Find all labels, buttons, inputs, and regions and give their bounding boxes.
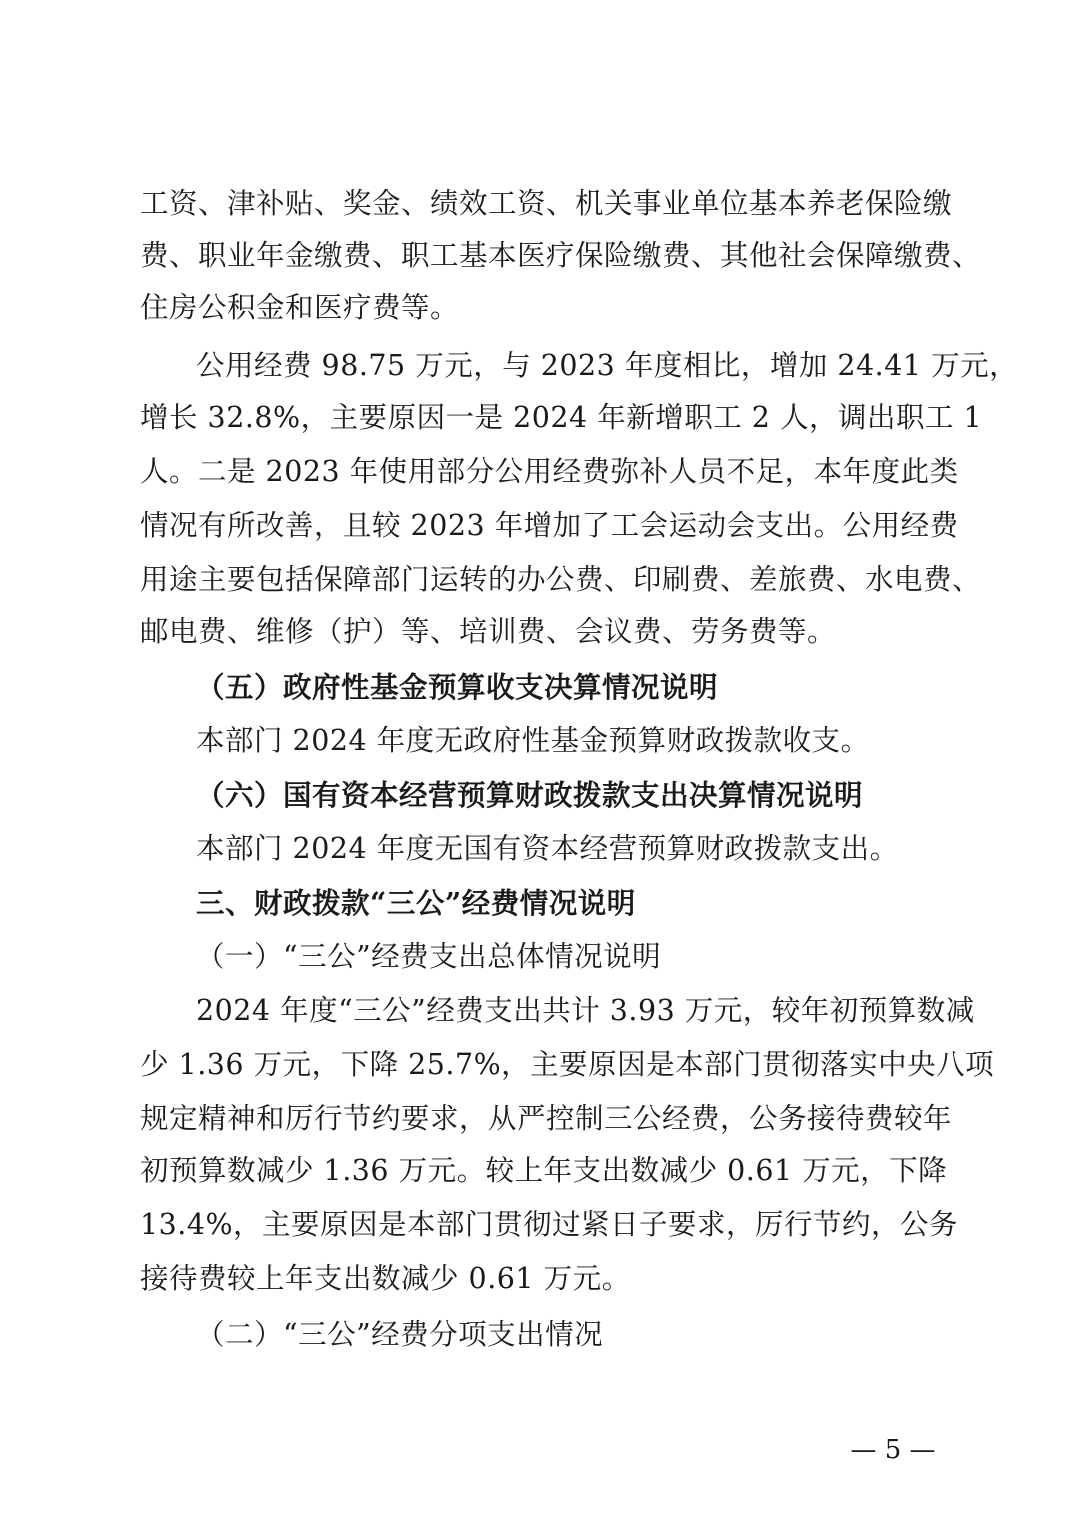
paragraph-line: 本部门 2024 年度无国有资本经营预算财政拨款支出。 (196, 832, 899, 865)
paragraph-line: 住房公积金和医疗费等。 (140, 291, 460, 324)
paragraph-line: 规定精神和厉行节约要求，从严控制三公经费，公务接待费较年 (140, 1102, 953, 1135)
paragraph-line: 情况有所改善，且较 2023 年增加了工会运动会支出。公用经费 (140, 509, 959, 542)
paragraph-line: 接待费较上年支出数减少 0.61 万元。 (140, 1262, 631, 1295)
paragraph-line: 邮电费、维修（护）等、培训费、会议费、劳务费等。 (140, 615, 837, 648)
paragraph-line: 工资、津补贴、奖金、绩效工资、机关事业单位基本养老保险缴 (140, 187, 953, 220)
paragraph-line: 少 1.36 万元，下降 25.7%，主要原因是本部门贯彻落实中央八项 (140, 1048, 995, 1081)
paragraph-line: 用途主要包括保障部门运转的办公费、印刷费、差旅费、水电费、 (140, 563, 982, 596)
paragraph-line: 13.4%，主要原因是本部门贯彻过紧日子要求，厉行节约，公务 (140, 1208, 959, 1241)
paragraph-line: 本部门 2024 年度无政府性基金预算财政拨款收支。 (196, 724, 870, 757)
paragraph-line: 2024 年度“三公”经费支出共计 3.93 万元，较年初预算数减 (196, 994, 975, 1027)
section-heading: （六）国有资本经营预算财政拨款支出决算情况说明 (196, 778, 864, 812)
paragraph-line: 费、职业年金缴费、职工基本医疗保险缴费、其他社会保障缴费、 (140, 239, 982, 272)
section-heading: （五）政府性基金预算收支决算情况说明 (196, 670, 719, 704)
paragraph-line: 增长 32.8%，主要原因一是 2024 年新增职工 2 人，调出职工 1 (140, 401, 983, 434)
section-heading: （二）“三公”经费分项支出情况 (196, 1318, 604, 1351)
page-number: — 5 — (850, 1435, 936, 1465)
paragraph-line: 人。二是 2023 年使用部分公用经费弥补人员不足，本年度此类 (140, 455, 959, 488)
paragraph-line: 公用经费 98.75 万元，与 2023 年度相比，增加 24.41 万元， (196, 349, 1019, 382)
chapter-heading: 三、财政拨款“三公”经费情况说明 (196, 886, 636, 920)
section-heading: （一）“三公”经费支出总体情况说明 (196, 940, 662, 973)
paragraph-line: 初预算数减少 1.36 万元。较上年支出数减少 0.61 万元，下降 (140, 1154, 948, 1187)
